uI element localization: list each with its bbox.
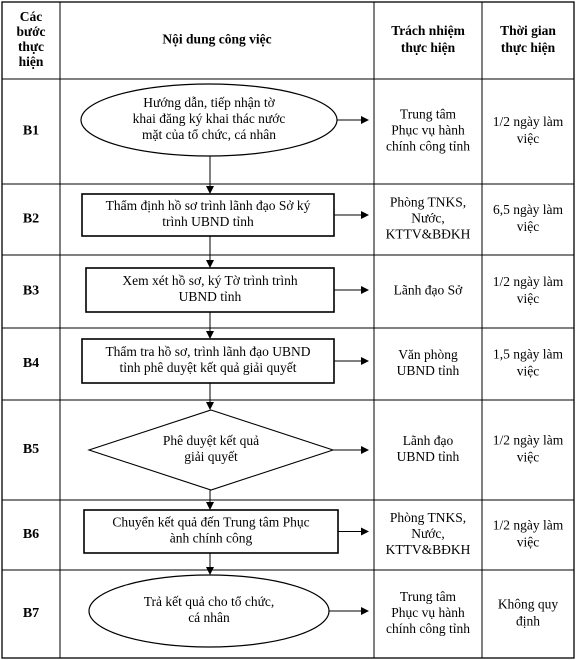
step-time-line: 1/2 ngày làm — [492, 432, 564, 448]
step-id: B2 — [22, 211, 40, 227]
step-id: B1 — [22, 123, 40, 139]
step-time-line: Không quy — [497, 596, 559, 612]
step-content-line: Phê duyệt kết quả — [162, 433, 260, 449]
step-content-line: Hướng dẫn, tiếp nhận tờ — [143, 95, 275, 111]
step-responsibility — [386, 107, 470, 154]
header-steps-line: bước — [16, 24, 46, 40]
step-content-line: tỉnh phê duyệt kết quả giải quyết — [119, 360, 297, 376]
process-row — [23, 268, 564, 312]
step-time-line: việc — [516, 131, 540, 147]
step-time-line: 1/2 ngày làm — [492, 517, 564, 533]
step-content-line: Chuyển kết quả đến Trung tâm Phục — [112, 514, 310, 530]
step-content-line: Xem xét hồ sơ, ký Tờ trình trình — [122, 273, 298, 289]
step-time-line: việc — [516, 363, 540, 379]
process-row — [23, 510, 564, 557]
step-responsibility-line: KTTV&BĐKH — [385, 226, 471, 242]
table-body — [23, 84, 564, 647]
step-time-line: việc — [516, 449, 540, 465]
step-responsibility-line: Nước, — [411, 210, 445, 226]
table-header — [16, 9, 556, 69]
step-responsibility — [386, 589, 470, 636]
step-responsibility — [397, 347, 460, 378]
step-time-line: việc — [516, 534, 540, 550]
step-time-line: 6,5 ngày làm — [492, 202, 564, 218]
step-content-line: cá nhân — [188, 610, 230, 626]
step-responsibility-line: Trung tâm — [399, 589, 457, 605]
step-responsibility-line: Phòng TNKS, — [389, 194, 467, 210]
header-steps-line: Các — [19, 9, 43, 25]
process-row — [23, 84, 564, 156]
step-responsibility-line: Lãnh đạo — [402, 433, 454, 449]
step-responsibility-line: Văn phòng — [398, 347, 458, 363]
process-row — [23, 410, 564, 490]
header-time — [500, 23, 556, 55]
header-time-line: Thời gian — [500, 23, 556, 39]
header-content: Nội dung công việc — [162, 31, 272, 47]
step-content-line: trình UBND tỉnh — [162, 214, 254, 230]
step-content-line: mặt của tổ chức, cá nhân — [141, 127, 277, 143]
step-responsibility-line: KTTV&BĐKH — [385, 542, 471, 558]
step-id: B4 — [22, 356, 40, 372]
step-time — [493, 274, 564, 306]
header-responsibility-line: thực hiện — [400, 40, 456, 56]
step-time — [498, 597, 559, 629]
step-id: B5 — [22, 442, 40, 458]
step-id: B7 — [22, 606, 40, 622]
step-content — [105, 344, 310, 375]
step-responsibility-line: Phòng TNKS, — [389, 510, 467, 526]
step-time-line: 1/2 ngày làm — [492, 274, 564, 290]
header-steps-line: thực — [17, 39, 45, 55]
step-responsibility — [397, 433, 460, 464]
step-id: B3 — [22, 283, 40, 299]
step-time-line: việc — [516, 219, 540, 235]
step-time — [493, 347, 564, 379]
step-content-line: Trả kết quả cho tổ chức, — [143, 594, 275, 610]
step-responsibility — [386, 510, 471, 557]
header-steps-line: hiện — [18, 54, 44, 70]
step-time-line: định — [515, 613, 541, 629]
step-time-line: 1/2 ngày làm — [492, 114, 564, 130]
step-responsibility-line: Lãnh đạo Sở — [393, 282, 463, 298]
step-content-line: UBND tỉnh — [178, 289, 242, 305]
step-content-line: ành chính công — [169, 530, 253, 546]
header-time-line: thực hiện — [500, 40, 556, 56]
header-steps — [16, 9, 45, 69]
step-time — [493, 202, 564, 234]
step-content — [133, 95, 286, 142]
header-responsibility-line: Trách nhiệm — [391, 23, 465, 39]
step-responsibility-line: UBND tỉnh — [396, 363, 460, 379]
step-content-line: Thẩm tra hồ sơ, trình lãnh đạo UBND — [105, 344, 311, 360]
step-time — [493, 518, 564, 550]
step-responsibility-line: Trung tâm — [399, 106, 457, 122]
step-id: B6 — [22, 527, 40, 543]
step-responsibility-line: Phục vụ hành — [391, 605, 465, 621]
step-time-line: 1,5 ngày làm — [492, 346, 564, 362]
step-time — [493, 114, 564, 146]
step-responsibility — [386, 195, 471, 242]
step-responsibility — [394, 283, 463, 298]
step-responsibility-line: UBND tỉnh — [396, 449, 460, 465]
step-content-line: khai đăng ký khai thác nước — [132, 111, 286, 127]
header-responsibility — [391, 23, 465, 55]
process-row — [23, 575, 559, 647]
step-time-line: việc — [516, 291, 540, 307]
step-content-line: giải quyết — [184, 449, 238, 465]
step-content-line: Thẩm định hồ sơ trình lãnh đạo Sở ký — [105, 198, 311, 214]
step-responsibility-line: Phục vụ hành — [391, 122, 465, 138]
step-time — [493, 433, 564, 465]
step-responsibility-line: chính công tỉnh — [386, 621, 470, 637]
step-responsibility-line: Nước, — [411, 526, 445, 542]
step-responsibility-line: chính công tỉnh — [386, 138, 470, 154]
